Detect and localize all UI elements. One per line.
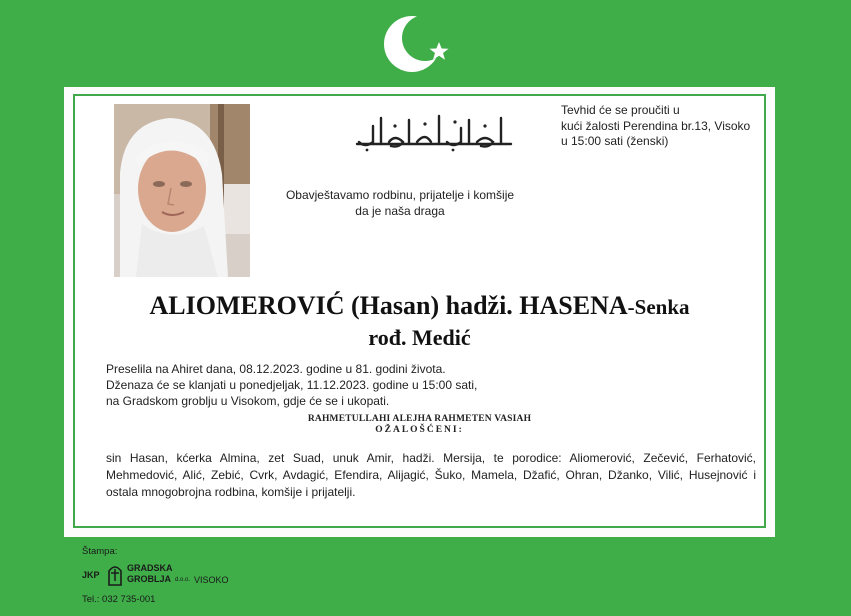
logo-groblja: GROBLJA <box>127 574 172 584</box>
announcement <box>275 188 525 219</box>
tevhid-line: kući žalosti Perendina br.13, Visoko <box>561 118 751 133</box>
announcement-line: da je naša draga <box>355 203 445 218</box>
mourners-list: sin Hasan, kćerka Almina, zet Suad, unuk Amir, hadži. Mersija, te porodice: Aliomerović, Zečević, Ferhatović, Mehmedović, Alić, Zebić, Cvrk, Avdagić, Efendira, Alijagić, Šuko, Mamela, Džafić, Ohran, Džanko, Vilić, Husejnović i ostala mnogobrojna rodbina, komšije i prijatelji. <box>106 451 756 499</box>
crescent-star-icon <box>383 8 453 78</box>
printer-logo <box>82 562 252 592</box>
logo-visoko: VISOKO <box>194 575 229 585</box>
cemetery-logo-icon <box>106 562 124 586</box>
mourners-heading: OŽALOŠĆENI: <box>375 425 464 435</box>
deceased-nickname: -Senka <box>627 295 690 319</box>
arabic-calligraphy-icon <box>355 112 515 152</box>
logo-name <box>127 563 173 585</box>
announcement-line: Obavještavamo rodbinu, prijatelje i komšije <box>285 188 515 202</box>
prayer-heading <box>75 414 764 436</box>
logo-doo: d.o.o. <box>175 577 191 583</box>
obituary-frame <box>73 94 766 528</box>
details-line: Preselila na Ahiret dana, 08.12.2023. godine u 81. godini života. <box>106 362 446 376</box>
tevhid-line: Tevhid će se proučiti u <box>561 103 680 117</box>
portrait-photo <box>114 104 250 277</box>
funeral-details <box>106 361 566 409</box>
tevhid-notice <box>561 103 781 150</box>
details-line: Dženaza će se klanjati u ponedjeljak, 11.12.2023. godine u 15:00 sati, <box>106 378 478 392</box>
obituary-card <box>64 87 775 537</box>
deceased-name-main: ALIOMEROVIĆ (Hasan) hadži. HASENA <box>149 291 628 320</box>
logo-gradska: GRADSKA <box>127 563 173 573</box>
details-line: na Gradskom groblju u Visokom, gdje će se i ukopati. <box>106 394 390 408</box>
print-label: Štampa: <box>82 546 118 557</box>
printer-phone: Tel.: 032 735-001 <box>82 594 156 605</box>
tevhid-line: u 15:00 sati (ženski) <box>561 134 669 148</box>
maiden-name: rođ. Medić <box>368 325 471 350</box>
logo-jkp: JKP <box>82 570 100 580</box>
deceased-name <box>75 291 764 321</box>
prayer-line: RAHMETULLAHI ALEJHA RAHMETEN VASIAH <box>307 414 532 424</box>
